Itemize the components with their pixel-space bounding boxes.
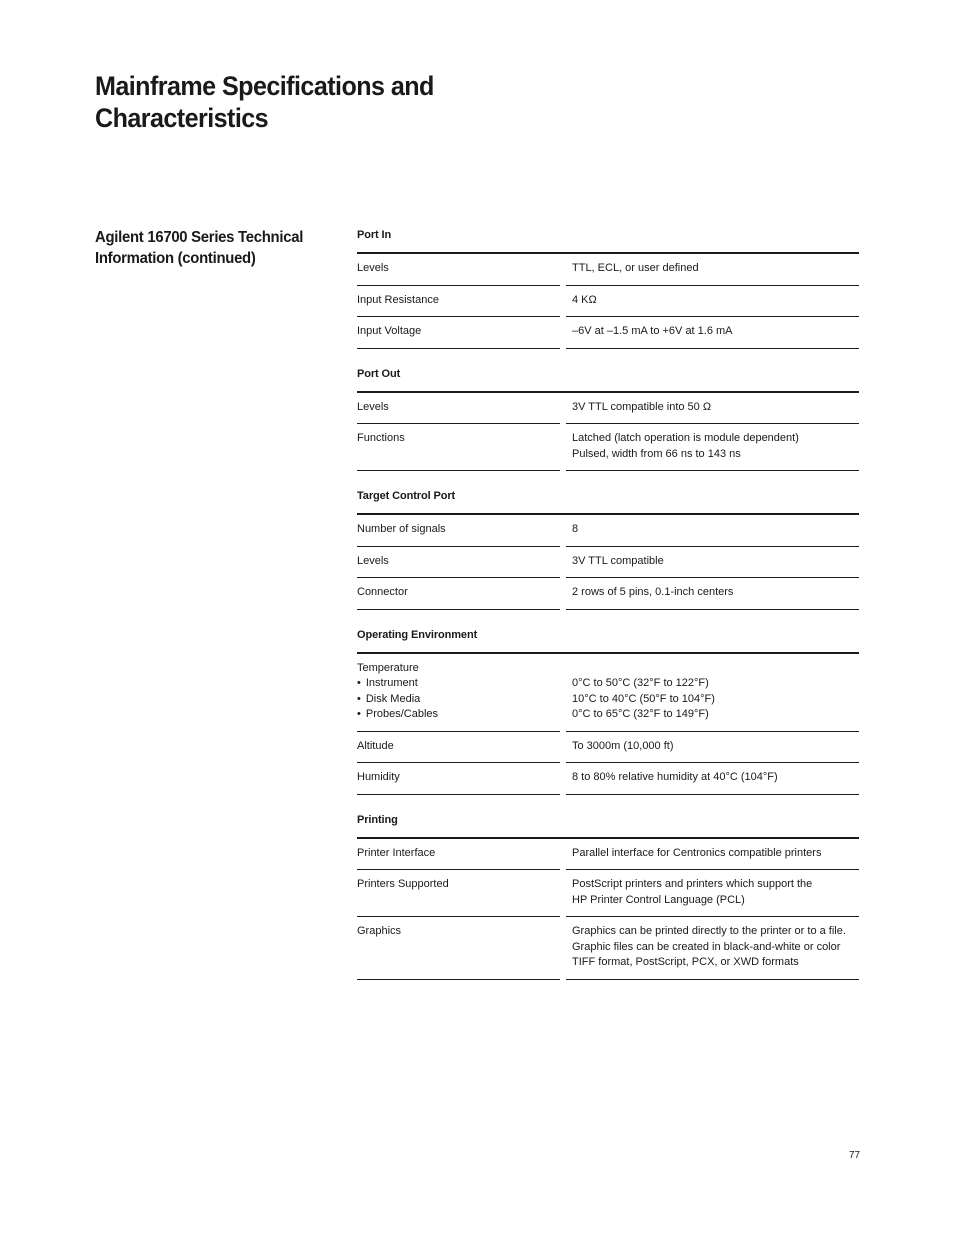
- spec-label-line: Temperature: [357, 661, 419, 674]
- spec-row: [357, 917, 859, 980]
- spec-bullet-item: • Probes/Cables: [357, 707, 560, 723]
- spec-group: [357, 367, 859, 472]
- spec-value: [566, 393, 859, 425]
- spec-value-line: 2 rows of 5 pins, 0.1-inch centers: [572, 586, 734, 598]
- spec-value-line: 0°C to 65°C (32°F to 149°F): [572, 708, 709, 720]
- spec-row: [357, 763, 859, 795]
- spec-value-line: HP Printer Control Language (PCL): [572, 893, 745, 906]
- spec-value-line: –6V at –1.5 mA to +6V at 1.6 mA: [572, 325, 733, 337]
- spec-value: [566, 654, 859, 732]
- spec-value-line: 4 KΩ: [572, 293, 597, 306]
- spec-group: [357, 489, 859, 610]
- spec-label: [357, 254, 560, 286]
- spec-value-line: 8 to 80% relative humidity at 40°C (104°F): [572, 771, 778, 783]
- page-number: 77: [849, 1150, 861, 1161]
- spec-row: [357, 254, 859, 286]
- spec-label-line: Humidity: [357, 771, 400, 783]
- spec-value: [566, 317, 859, 349]
- spec-value-line: 3V TTL compatible into 50 Ω: [572, 400, 712, 413]
- page-title: [95, 70, 434, 134]
- spec-value-line: Graphic files can be created in black-and-white or color: [572, 940, 841, 953]
- spec-row: [357, 393, 859, 425]
- spec-value: [566, 547, 859, 579]
- spec-value-line: TTL, ECL, or user defined: [572, 262, 699, 274]
- spec-row: [357, 839, 859, 871]
- spec-label-line: Input Resistance: [357, 293, 439, 306]
- spec-label: [357, 870, 560, 917]
- spec-label-line: Levels: [357, 554, 389, 567]
- spec-value: [566, 732, 859, 764]
- spec-label-line: Printer Interface: [357, 846, 436, 859]
- spec-label: [357, 654, 560, 732]
- spec-label: [357, 515, 560, 547]
- spec-row: [357, 424, 859, 471]
- spec-value: [566, 917, 859, 980]
- spec-group: [357, 628, 859, 795]
- spec-label: [357, 763, 560, 795]
- spec-value-line: TIFF format, PostScript, PCX, or XWD formats: [572, 956, 799, 968]
- spec-value: [566, 254, 859, 286]
- spec-value-line: 8: [572, 523, 579, 535]
- spec-value: [566, 870, 859, 917]
- spec-value: [566, 286, 859, 318]
- spec-label-line: Number of signals: [357, 523, 446, 535]
- spec-value: [566, 515, 859, 547]
- spec-group-heading: Target Control Port: [357, 489, 859, 515]
- spec-group-heading: Port In: [357, 228, 859, 254]
- spec-label: [357, 393, 560, 425]
- spec-bullet-item: • Instrument: [357, 676, 560, 692]
- spec-group: [357, 813, 859, 980]
- specifications-table: [357, 228, 859, 980]
- spec-value: [566, 839, 859, 871]
- spec-label: [357, 578, 560, 610]
- section-title-line: Information (continued): [95, 250, 256, 267]
- section-title-line: Agilent 16700 Series Technical: [95, 229, 304, 246]
- spec-row: [357, 317, 859, 349]
- spec-value-line: Parallel interface for Centronics compatible printers: [572, 846, 822, 859]
- spec-group-heading: Printing: [357, 813, 859, 839]
- spec-label: [357, 547, 560, 579]
- spec-label: [357, 286, 560, 318]
- spec-label-line: Printers Supported: [357, 878, 449, 890]
- spec-value-line: Pulsed, width from 66 ns to 143 ns: [572, 447, 741, 460]
- spec-row: [357, 515, 859, 547]
- spec-value: [566, 424, 859, 471]
- spec-label-line: Graphics: [357, 925, 402, 937]
- spec-group-heading: Port Out: [357, 367, 859, 393]
- spec-label-line: Input Voltage: [357, 325, 422, 337]
- section-title: [95, 227, 318, 269]
- spec-group-heading: Operating Environment: [357, 628, 859, 654]
- spec-label: [357, 839, 560, 871]
- spec-value-spacer: [572, 661, 859, 677]
- spec-label: [357, 317, 560, 349]
- spec-row: [357, 732, 859, 764]
- spec-group: [357, 228, 859, 349]
- spec-row: [357, 578, 859, 610]
- spec-row: [357, 286, 859, 318]
- spec-value-line: PostScript printers and printers which support the: [572, 878, 813, 890]
- spec-label-line: Connector: [357, 586, 408, 598]
- spec-label-line: Levels: [357, 262, 389, 274]
- spec-label-line: Altitude: [357, 739, 394, 752]
- spec-label-line: Levels: [357, 400, 389, 413]
- spec-value-line: 10°C to 40°C (50°F to 104°F): [572, 692, 715, 705]
- spec-label-line: Functions: [357, 432, 405, 444]
- spec-row: [357, 654, 859, 732]
- spec-value-line: Latched (latch operation is module dependent): [572, 432, 799, 444]
- spec-label: [357, 732, 560, 764]
- spec-row: [357, 547, 859, 579]
- spec-label: [357, 917, 560, 980]
- page-title-line: Characteristics: [95, 103, 269, 133]
- spec-value-line: To 3000m (10,000 ft): [572, 739, 674, 752]
- spec-value-line: 0°C to 50°C (32°F to 122°F): [572, 677, 709, 689]
- spec-value: [566, 578, 859, 610]
- spec-row: [357, 870, 859, 917]
- spec-value-line: 3V TTL compatible: [572, 554, 664, 567]
- spec-value: [566, 763, 859, 795]
- page-title-line: Mainframe Specifications and: [95, 71, 434, 101]
- spec-value-line: Graphics can be printed directly to the printer or to a file.: [572, 925, 846, 937]
- spec-label: [357, 424, 560, 471]
- spec-bullet-item: • Disk Media: [357, 692, 560, 708]
